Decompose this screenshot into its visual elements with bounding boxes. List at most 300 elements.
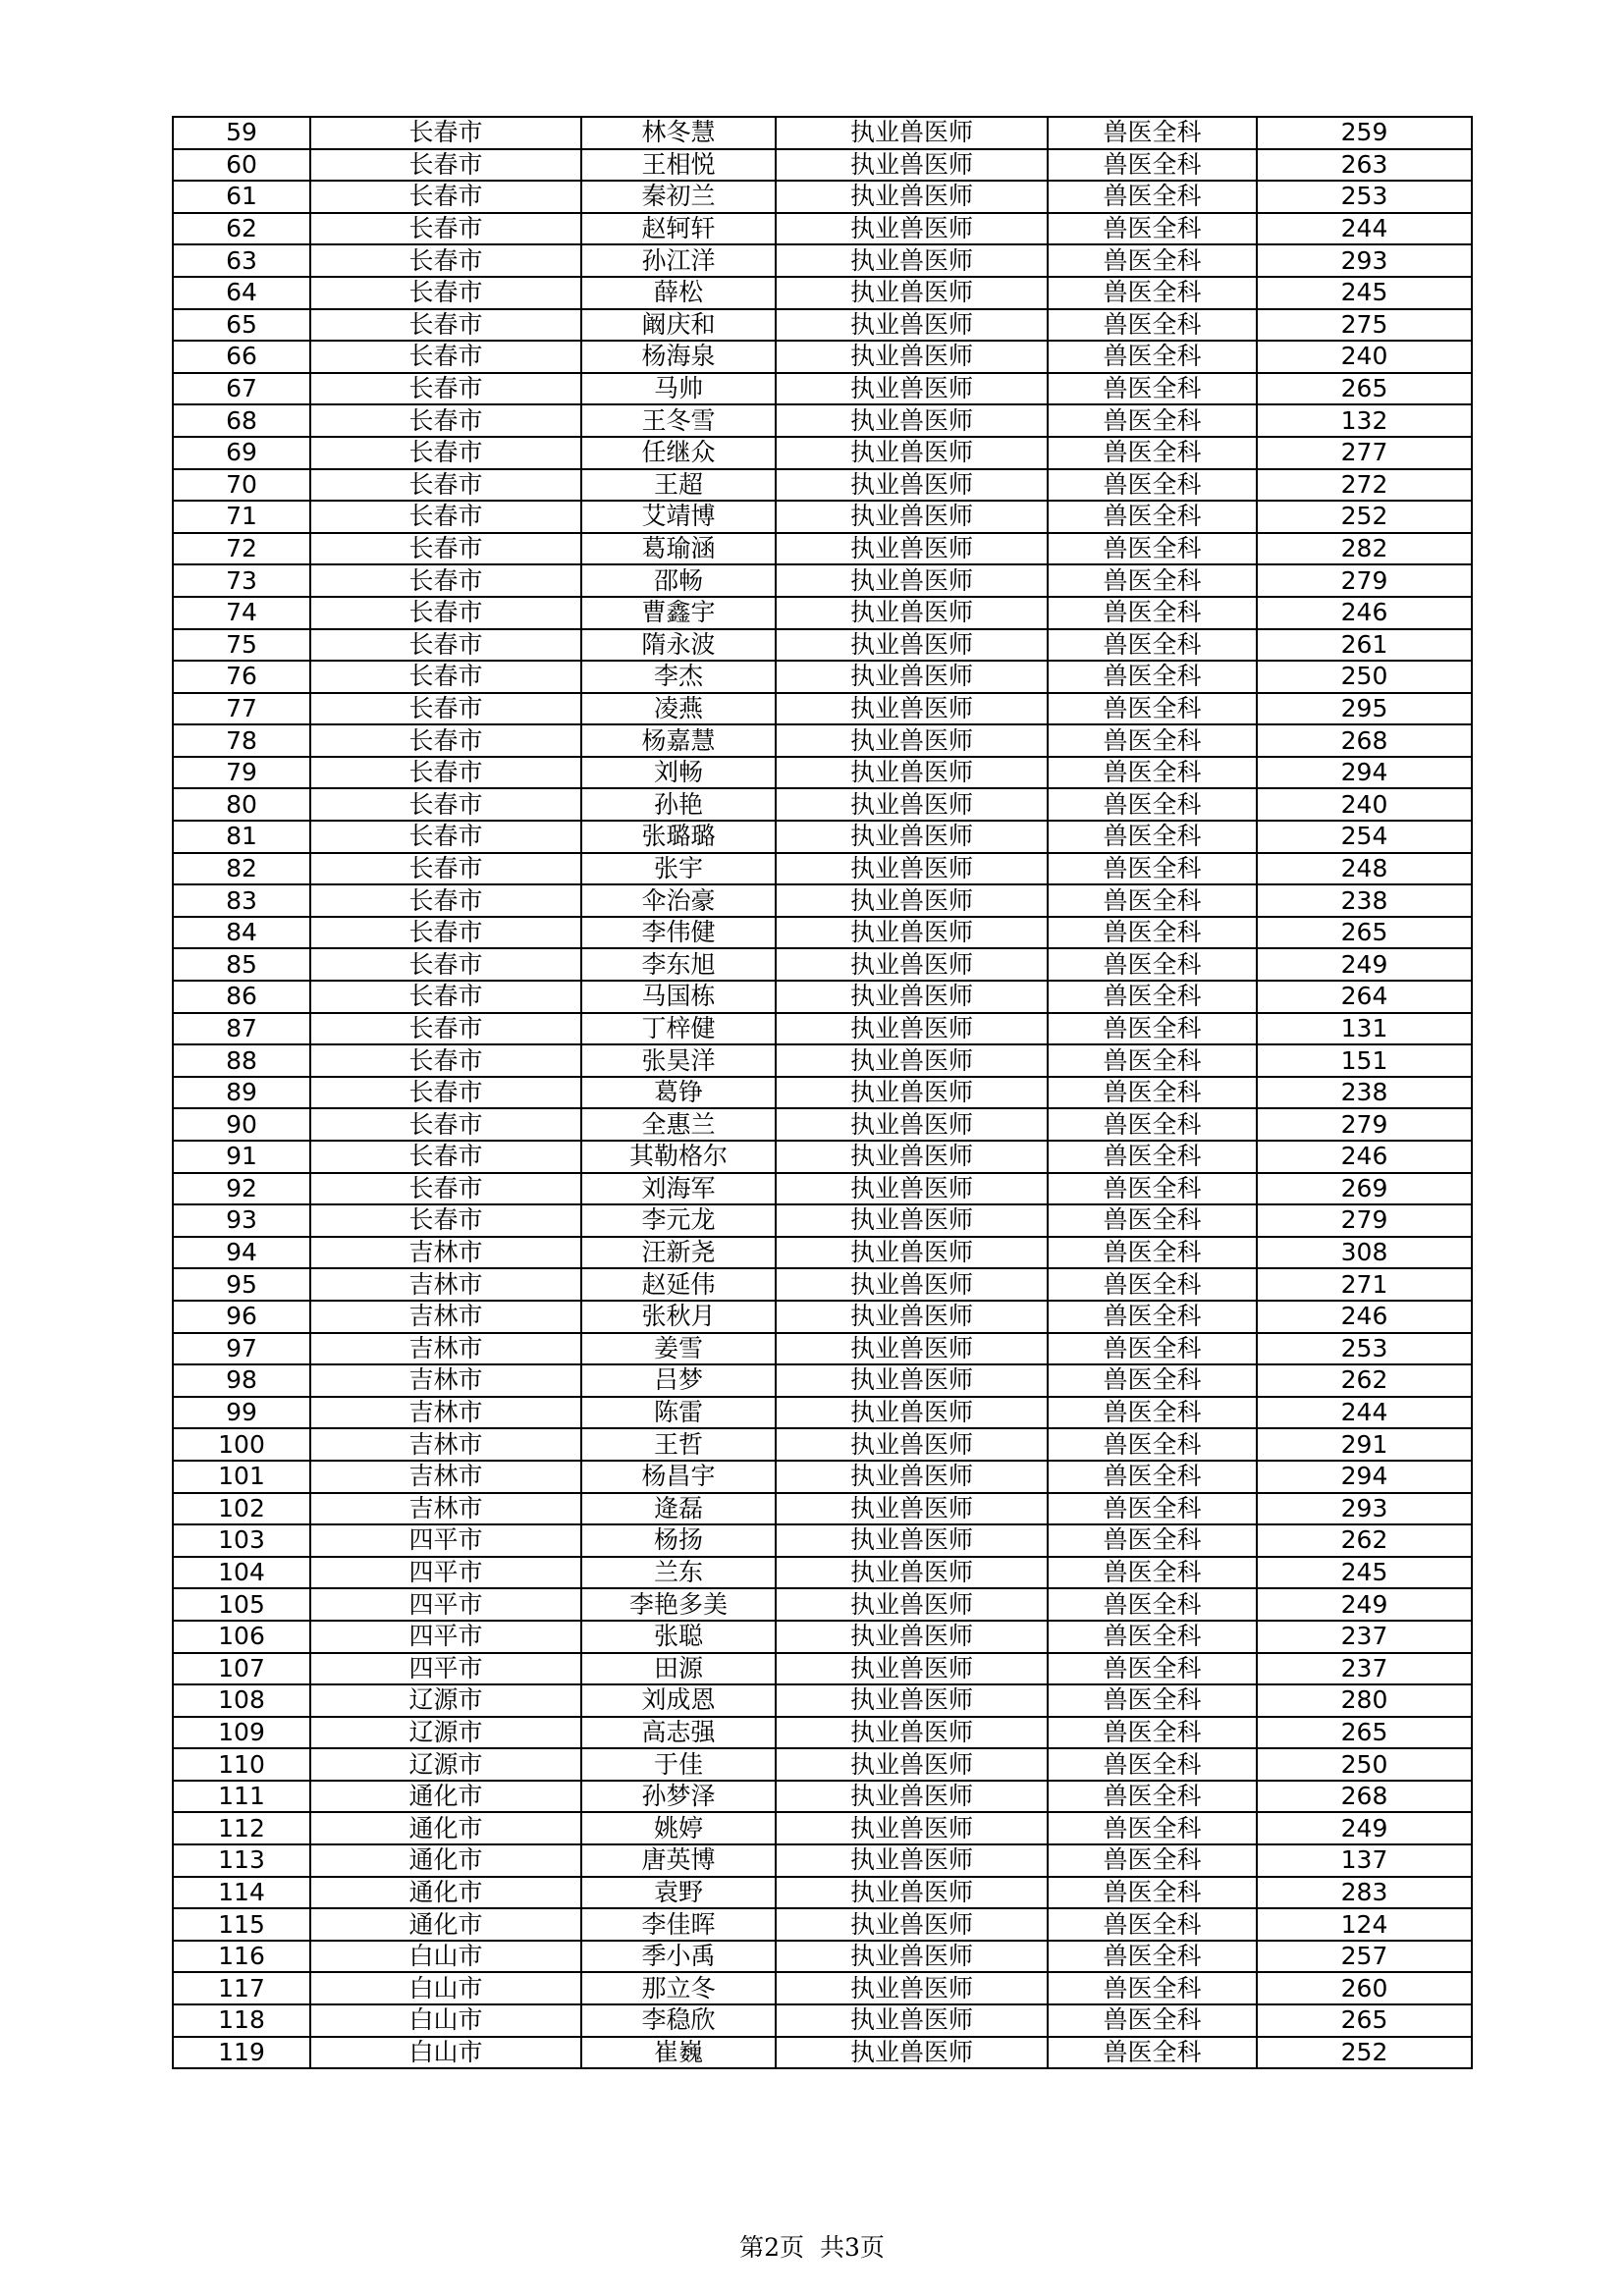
subject-cell: 兽医全科 <box>1048 2004 1257 2037</box>
city-cell: 吉林市 <box>310 1397 581 1429</box>
table-row <box>173 1812 1472 1844</box>
city-cell: 长春市 <box>310 437 581 469</box>
name-cell: 王冬雪 <box>581 404 776 437</box>
score-cell: 246 <box>1257 597 1472 629</box>
qualification-cell: 执业兽医师 <box>776 564 1048 597</box>
subject-cell: 兽医全科 <box>1048 629 1257 662</box>
city-cell: 长春市 <box>310 788 581 821</box>
score-cell: 260 <box>1257 1972 1472 2004</box>
row-number-cell: 112 <box>173 1812 310 1844</box>
score-cell: 291 <box>1257 1428 1472 1461</box>
table-row <box>173 1044 1472 1077</box>
score-cell: 249 <box>1257 1812 1472 1844</box>
subject-cell: 兽医全科 <box>1048 564 1257 597</box>
subject-cell: 兽医全科 <box>1048 1941 1257 1973</box>
qualification-cell: 执业兽医师 <box>776 1621 1048 1653</box>
city-cell: 四平市 <box>310 1557 581 1589</box>
name-cell: 李杰 <box>581 661 776 693</box>
row-number-cell: 85 <box>173 948 310 981</box>
score-cell: 293 <box>1257 1493 1472 1525</box>
subject-cell: 兽医全科 <box>1048 469 1257 502</box>
row-number-cell: 63 <box>173 244 310 277</box>
subject-cell: 兽医全科 <box>1048 981 1257 1013</box>
name-cell: 邵畅 <box>581 564 776 597</box>
qualification-cell: 执业兽医师 <box>776 341 1048 373</box>
city-cell: 长春市 <box>310 917 581 949</box>
subject-cell: 兽医全科 <box>1048 2037 1257 2069</box>
name-cell: 王相悦 <box>581 149 776 182</box>
row-number-cell: 99 <box>173 1397 310 1429</box>
name-cell: 王超 <box>581 469 776 502</box>
name-cell: 刘成恩 <box>581 1684 776 1717</box>
table-row <box>173 341 1472 373</box>
row-number-cell: 105 <box>173 1588 310 1621</box>
row-number-cell: 60 <box>173 149 310 182</box>
score-cell: 295 <box>1257 693 1472 725</box>
qualification-cell: 执业兽医师 <box>776 2004 1048 2037</box>
subject-cell: 兽医全科 <box>1048 404 1257 437</box>
row-number-cell: 84 <box>173 917 310 949</box>
subject-cell: 兽医全科 <box>1048 1108 1257 1141</box>
table-row <box>173 1684 1472 1717</box>
score-cell: 269 <box>1257 1173 1472 1205</box>
score-cell: 248 <box>1257 853 1472 885</box>
row-number-cell: 96 <box>173 1301 310 1333</box>
row-number-cell: 110 <box>173 1748 310 1781</box>
qualification-cell: 执业兽医师 <box>776 1717 1048 1749</box>
table-row <box>173 1557 1472 1589</box>
city-cell: 白山市 <box>310 1941 581 1973</box>
score-cell: 279 <box>1257 564 1472 597</box>
qualification-cell: 执业兽医师 <box>776 2037 1048 2069</box>
table-row <box>173 2004 1472 2037</box>
city-cell: 长春市 <box>310 244 581 277</box>
name-cell: 孙江洋 <box>581 244 776 277</box>
name-cell: 马帅 <box>581 373 776 405</box>
city-cell: 长春市 <box>310 501 581 533</box>
qualification-cell: 执业兽医师 <box>776 629 1048 662</box>
name-cell: 逄磊 <box>581 1493 776 1525</box>
name-cell: 张昊洋 <box>581 1044 776 1077</box>
qualification-cell: 执业兽医师 <box>776 373 1048 405</box>
roster-table <box>172 116 1473 2069</box>
score-cell: 265 <box>1257 917 1472 949</box>
page-number-footer: 第2页 共3页 <box>739 2233 885 2262</box>
city-cell: 通化市 <box>310 1908 581 1941</box>
row-number-cell: 102 <box>173 1493 310 1525</box>
subject-cell: 兽医全科 <box>1048 277 1257 309</box>
table-row <box>173 1653 1472 1685</box>
city-cell: 长春市 <box>310 853 581 885</box>
score-cell: 131 <box>1257 1013 1472 1045</box>
table-row <box>173 533 1472 565</box>
city-cell: 四平市 <box>310 1524 581 1557</box>
subject-cell: 兽医全科 <box>1048 1428 1257 1461</box>
qualification-cell: 执业兽医师 <box>776 1941 1048 1973</box>
qualification-cell: 执业兽医师 <box>776 1268 1048 1301</box>
subject-cell: 兽医全科 <box>1048 1397 1257 1429</box>
table-row <box>173 757 1472 789</box>
row-number-cell: 114 <box>173 1877 310 1909</box>
score-cell: 246 <box>1257 1141 1472 1173</box>
table-row <box>173 661 1472 693</box>
row-number-cell: 104 <box>173 1557 310 1589</box>
table-row <box>173 1941 1472 1973</box>
qualification-cell: 执业兽医师 <box>776 1204 1048 1237</box>
score-cell: 308 <box>1257 1237 1472 1269</box>
table-row <box>173 981 1472 1013</box>
row-number-cell: 88 <box>173 1044 310 1077</box>
city-cell: 长春市 <box>310 117 581 149</box>
qualification-cell: 执业兽医师 <box>776 1013 1048 1045</box>
score-cell: 124 <box>1257 1908 1472 1941</box>
qualification-cell: 执业兽医师 <box>776 1588 1048 1621</box>
subject-cell: 兽医全科 <box>1048 1077 1257 1109</box>
row-number-cell: 117 <box>173 1972 310 2004</box>
row-number-cell: 69 <box>173 437 310 469</box>
subject-cell: 兽医全科 <box>1048 244 1257 277</box>
city-cell: 吉林市 <box>310 1301 581 1333</box>
table-row <box>173 1781 1472 1813</box>
name-cell: 季小禹 <box>581 1941 776 1973</box>
name-cell: 李稳欣 <box>581 2004 776 2037</box>
subject-cell: 兽医全科 <box>1048 437 1257 469</box>
row-number-cell: 81 <box>173 821 310 853</box>
city-cell: 长春市 <box>310 213 581 245</box>
table-row <box>173 564 1472 597</box>
city-cell: 长春市 <box>310 757 581 789</box>
score-cell: 250 <box>1257 1748 1472 1781</box>
score-cell: 280 <box>1257 1684 1472 1717</box>
table-row <box>173 1268 1472 1301</box>
qualification-cell: 执业兽医师 <box>776 437 1048 469</box>
name-cell: 赵轲轩 <box>581 213 776 245</box>
qualification-cell: 执业兽医师 <box>776 469 1048 502</box>
score-cell: 259 <box>1257 117 1472 149</box>
table-row <box>173 213 1472 245</box>
table-row <box>173 853 1472 885</box>
city-cell: 长春市 <box>310 724 581 757</box>
subject-cell: 兽医全科 <box>1048 117 1257 149</box>
qualification-cell: 执业兽医师 <box>776 1524 1048 1557</box>
subject-cell: 兽医全科 <box>1048 1044 1257 1077</box>
city-cell: 四平市 <box>310 1653 581 1685</box>
qualification-cell: 执业兽医师 <box>776 1877 1048 1909</box>
subject-cell: 兽医全科 <box>1048 1653 1257 1685</box>
name-cell: 全惠兰 <box>581 1108 776 1141</box>
qualification-cell: 执业兽医师 <box>776 1557 1048 1589</box>
score-cell: 268 <box>1257 1781 1472 1813</box>
table-row <box>173 724 1472 757</box>
name-cell: 李东旭 <box>581 948 776 981</box>
subject-cell: 兽医全科 <box>1048 1204 1257 1237</box>
subject-cell: 兽医全科 <box>1048 788 1257 821</box>
name-cell: 李佳晖 <box>581 1908 776 1941</box>
table-row <box>173 277 1472 309</box>
score-cell: 246 <box>1257 1301 1472 1333</box>
city-cell: 通化市 <box>310 1812 581 1844</box>
subject-cell: 兽医全科 <box>1048 884 1257 917</box>
qualification-cell: 执业兽医师 <box>776 1653 1048 1685</box>
subject-cell: 兽医全科 <box>1048 1013 1257 1045</box>
name-cell: 崔巍 <box>581 2037 776 2069</box>
table-row <box>173 1077 1472 1109</box>
name-cell: 田源 <box>581 1653 776 1685</box>
table-row <box>173 404 1472 437</box>
subject-cell: 兽医全科 <box>1048 1364 1257 1397</box>
city-cell: 四平市 <box>310 1621 581 1653</box>
qualification-cell: 执业兽医师 <box>776 1301 1048 1333</box>
table-row <box>173 309 1472 342</box>
score-cell: 237 <box>1257 1621 1472 1653</box>
table-row <box>173 1204 1472 1237</box>
city-cell: 四平市 <box>310 1588 581 1621</box>
score-cell: 250 <box>1257 661 1472 693</box>
table-row <box>173 1588 1472 1621</box>
table-row <box>173 149 1472 182</box>
subject-cell: 兽医全科 <box>1048 1717 1257 1749</box>
score-cell: 293 <box>1257 244 1472 277</box>
name-cell: 葛铮 <box>581 1077 776 1109</box>
row-number-cell: 100 <box>173 1428 310 1461</box>
city-cell: 吉林市 <box>310 1428 581 1461</box>
score-cell: 240 <box>1257 788 1472 821</box>
qualification-cell: 执业兽医师 <box>776 1364 1048 1397</box>
row-number-cell: 79 <box>173 757 310 789</box>
row-number-cell: 109 <box>173 1717 310 1749</box>
qualification-cell: 执业兽医师 <box>776 981 1048 1013</box>
score-cell: 283 <box>1257 1877 1472 1909</box>
score-cell: 237 <box>1257 1653 1472 1685</box>
table-row <box>173 1301 1472 1333</box>
name-cell: 袁野 <box>581 1877 776 1909</box>
table-row <box>173 1524 1472 1557</box>
qualification-cell: 执业兽医师 <box>776 884 1048 917</box>
name-cell: 汪新尧 <box>581 1237 776 1269</box>
name-cell: 陈雷 <box>581 1397 776 1429</box>
name-cell: 阚庆和 <box>581 309 776 342</box>
table-row <box>173 629 1472 662</box>
subject-cell: 兽医全科 <box>1048 1524 1257 1557</box>
score-cell: 261 <box>1257 629 1472 662</box>
row-number-cell: 72 <box>173 533 310 565</box>
table-row <box>173 948 1472 981</box>
city-cell: 长春市 <box>310 1204 581 1237</box>
qualification-cell: 执业兽医师 <box>776 533 1048 565</box>
qualification-cell: 执业兽医师 <box>776 1108 1048 1141</box>
city-cell: 白山市 <box>310 2037 581 2069</box>
name-cell: 李艳多美 <box>581 1588 776 1621</box>
score-cell: 252 <box>1257 2037 1472 2069</box>
subject-cell: 兽医全科 <box>1048 1237 1257 1269</box>
subject-cell: 兽医全科 <box>1048 501 1257 533</box>
city-cell: 长春市 <box>310 981 581 1013</box>
subject-cell: 兽医全科 <box>1048 1493 1257 1525</box>
qualification-cell: 执业兽医师 <box>776 1428 1048 1461</box>
row-number-cell: 83 <box>173 884 310 917</box>
city-cell: 白山市 <box>310 1972 581 2004</box>
row-number-cell: 98 <box>173 1364 310 1397</box>
qualification-cell: 执业兽医师 <box>776 1493 1048 1525</box>
row-number-cell: 87 <box>173 1013 310 1045</box>
score-cell: 238 <box>1257 1077 1472 1109</box>
name-cell: 刘畅 <box>581 757 776 789</box>
city-cell: 长春市 <box>310 533 581 565</box>
score-cell: 263 <box>1257 149 1472 182</box>
table-row <box>173 501 1472 533</box>
qualification-cell: 执业兽医师 <box>776 757 1048 789</box>
row-number-cell: 59 <box>173 117 310 149</box>
name-cell: 其勒格尔 <box>581 1141 776 1173</box>
score-cell: 245 <box>1257 277 1472 309</box>
row-number-cell: 111 <box>173 1781 310 1813</box>
row-number-cell: 66 <box>173 341 310 373</box>
qualification-cell: 执业兽医师 <box>776 853 1048 885</box>
roster-table-body <box>173 117 1472 2068</box>
row-number-cell: 90 <box>173 1108 310 1141</box>
name-cell: 高志强 <box>581 1717 776 1749</box>
row-number-cell: 115 <box>173 1908 310 1941</box>
qualification-cell: 执业兽医师 <box>776 661 1048 693</box>
score-cell: 262 <box>1257 1364 1472 1397</box>
subject-cell: 兽医全科 <box>1048 821 1257 853</box>
score-cell: 249 <box>1257 948 1472 981</box>
row-number-cell: 62 <box>173 213 310 245</box>
row-number-cell: 107 <box>173 1653 310 1685</box>
score-cell: 272 <box>1257 469 1472 502</box>
subject-cell: 兽医全科 <box>1048 1812 1257 1844</box>
city-cell: 辽源市 <box>310 1748 581 1781</box>
name-cell: 张秋月 <box>581 1301 776 1333</box>
subject-cell: 兽医全科 <box>1048 1301 1257 1333</box>
score-cell: 265 <box>1257 373 1472 405</box>
table-row <box>173 244 1472 277</box>
name-cell: 刘海军 <box>581 1173 776 1205</box>
name-cell: 曹鑫宇 <box>581 597 776 629</box>
city-cell: 长春市 <box>310 277 581 309</box>
row-number-cell: 64 <box>173 277 310 309</box>
score-cell: 277 <box>1257 437 1472 469</box>
subject-cell: 兽医全科 <box>1048 1588 1257 1621</box>
score-cell: 275 <box>1257 309 1472 342</box>
qualification-cell: 执业兽医师 <box>776 821 1048 853</box>
city-cell: 长春市 <box>310 884 581 917</box>
qualification-cell: 执业兽医师 <box>776 788 1048 821</box>
score-cell: 253 <box>1257 181 1472 213</box>
row-number-cell: 113 <box>173 1844 310 1877</box>
row-number-cell: 78 <box>173 724 310 757</box>
qualification-cell: 执业兽医师 <box>776 1684 1048 1717</box>
table-row <box>173 2037 1472 2069</box>
qualification-cell: 执业兽医师 <box>776 1333 1048 1365</box>
row-number-cell: 61 <box>173 181 310 213</box>
row-number-cell: 93 <box>173 1204 310 1237</box>
table-row <box>173 1364 1472 1397</box>
row-number-cell: 103 <box>173 1524 310 1557</box>
score-cell: 132 <box>1257 404 1472 437</box>
name-cell: 秦初兰 <box>581 181 776 213</box>
score-cell: 240 <box>1257 341 1472 373</box>
city-cell: 吉林市 <box>310 1461 581 1493</box>
name-cell: 林冬慧 <box>581 117 776 149</box>
subject-cell: 兽医全科 <box>1048 181 1257 213</box>
qualification-cell: 执业兽医师 <box>776 1908 1048 1941</box>
subject-cell: 兽医全科 <box>1048 309 1257 342</box>
table-row <box>173 1428 1472 1461</box>
city-cell: 辽源市 <box>310 1717 581 1749</box>
name-cell: 马国栋 <box>581 981 776 1013</box>
city-cell: 长春市 <box>310 948 581 981</box>
row-number-cell: 68 <box>173 404 310 437</box>
name-cell: 兰东 <box>581 1557 776 1589</box>
subject-cell: 兽医全科 <box>1048 757 1257 789</box>
table-row <box>173 1141 1472 1173</box>
city-cell: 长春市 <box>310 181 581 213</box>
score-cell: 244 <box>1257 213 1472 245</box>
table-row <box>173 1748 1472 1781</box>
qualification-cell: 执业兽医师 <box>776 724 1048 757</box>
row-number-cell: 119 <box>173 2037 310 2069</box>
row-number-cell: 86 <box>173 981 310 1013</box>
subject-cell: 兽医全科 <box>1048 661 1257 693</box>
name-cell: 张宇 <box>581 853 776 885</box>
table-row <box>173 1108 1472 1141</box>
table-row <box>173 373 1472 405</box>
qualification-cell: 执业兽医师 <box>776 149 1048 182</box>
city-cell: 长春市 <box>310 1013 581 1045</box>
city-cell: 长春市 <box>310 149 581 182</box>
qualification-cell: 执业兽医师 <box>776 181 1048 213</box>
city-cell: 长春市 <box>310 597 581 629</box>
qualification-cell: 执业兽医师 <box>776 1748 1048 1781</box>
table-row <box>173 788 1472 821</box>
city-cell: 长春市 <box>310 693 581 725</box>
table-row <box>173 917 1472 949</box>
table-row <box>173 181 1472 213</box>
name-cell: 伞治豪 <box>581 884 776 917</box>
qualification-cell: 执业兽医师 <box>776 213 1048 245</box>
row-number-cell: 75 <box>173 629 310 662</box>
subject-cell: 兽医全科 <box>1048 1141 1257 1173</box>
subject-cell: 兽医全科 <box>1048 1781 1257 1813</box>
subject-cell: 兽医全科 <box>1048 1972 1257 2004</box>
score-cell: 279 <box>1257 1108 1472 1141</box>
qualification-cell: 执业兽医师 <box>776 1812 1048 1844</box>
name-cell: 张聪 <box>581 1621 776 1653</box>
city-cell: 长春市 <box>310 1077 581 1109</box>
table-row <box>173 1461 1472 1493</box>
score-cell: 253 <box>1257 1333 1472 1365</box>
name-cell: 杨嘉慧 <box>581 724 776 757</box>
score-cell: 265 <box>1257 2004 1472 2037</box>
city-cell: 长春市 <box>310 469 581 502</box>
qualification-cell: 执业兽医师 <box>776 1972 1048 2004</box>
name-cell: 隋永波 <box>581 629 776 662</box>
name-cell: 那立冬 <box>581 1972 776 2004</box>
subject-cell: 兽医全科 <box>1048 1908 1257 1941</box>
score-cell: 264 <box>1257 981 1472 1013</box>
name-cell: 赵延伟 <box>581 1268 776 1301</box>
subject-cell: 兽医全科 <box>1048 341 1257 373</box>
table-row <box>173 1173 1472 1205</box>
table-row <box>173 1908 1472 1941</box>
subject-cell: 兽医全科 <box>1048 1844 1257 1877</box>
row-number-cell: 116 <box>173 1941 310 1973</box>
row-number-cell: 89 <box>173 1077 310 1109</box>
subject-cell: 兽医全科 <box>1048 1173 1257 1205</box>
city-cell: 吉林市 <box>310 1268 581 1301</box>
row-number-cell: 91 <box>173 1141 310 1173</box>
